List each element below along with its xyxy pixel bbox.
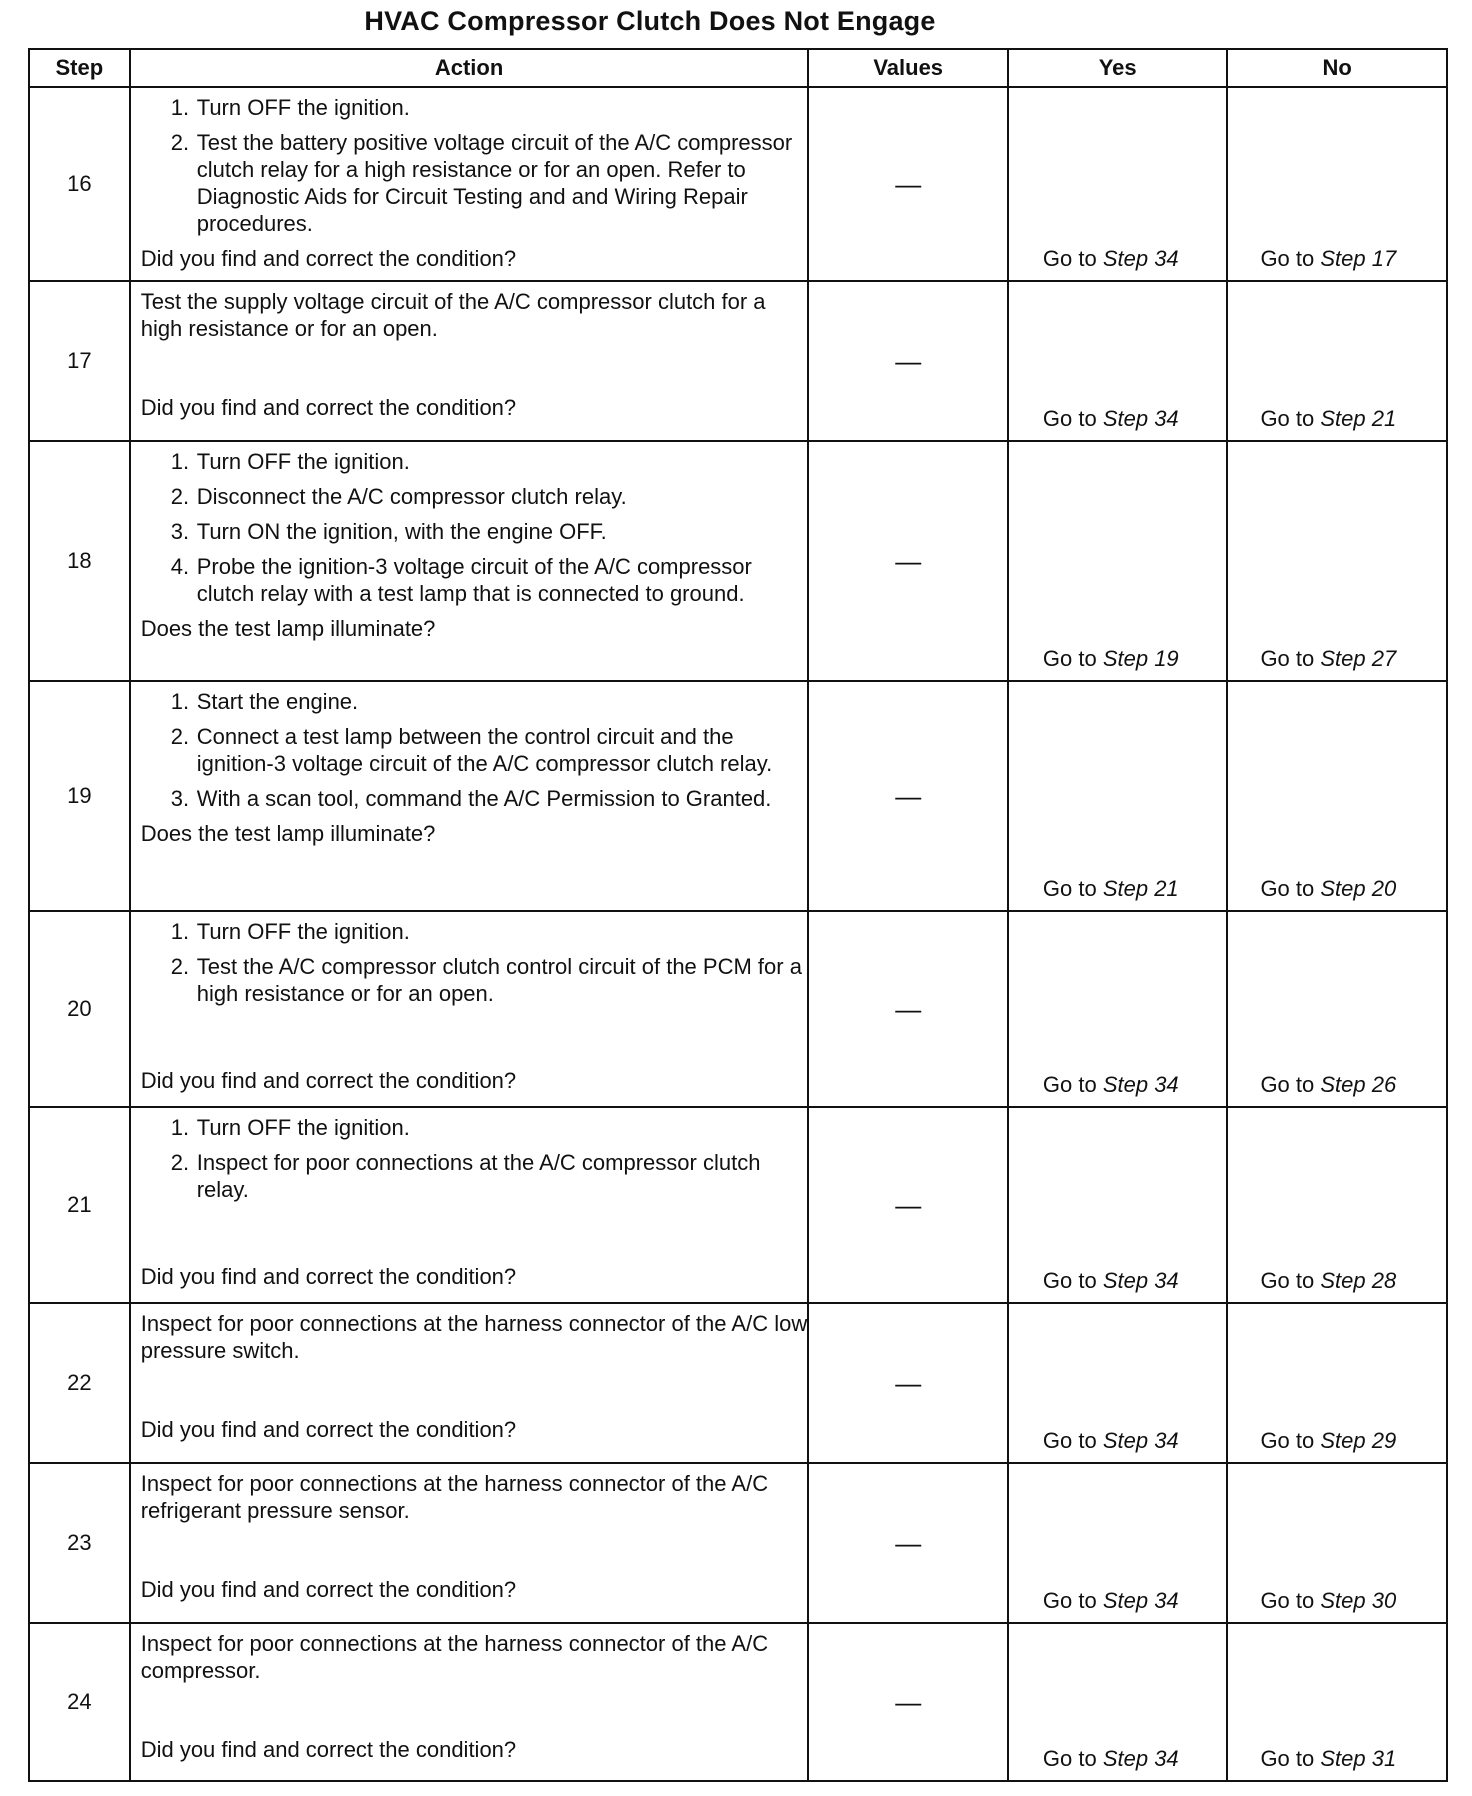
- yes-cell: [1008, 281, 1228, 441]
- spacer: [141, 1211, 808, 1259]
- goto-prefix: Go to: [1042, 1268, 1097, 1293]
- action-list-item: [171, 483, 808, 510]
- no-cell: [1227, 87, 1447, 281]
- action-item-text: Turn ON the ignition, with the engine OFF.: [196, 519, 607, 544]
- values-cell: —: [808, 1107, 1007, 1303]
- yes-cell: [1008, 1107, 1228, 1303]
- action-item-text: With a scan tool, command the A/C Permission to Granted.: [196, 786, 772, 811]
- action-item-number: 1.: [170, 95, 190, 120]
- action-paragraph: Inspect for poor connections at the harness connector of the A/C refrigerant pressure sensor.: [140, 1471, 769, 1523]
- values-cell: —: [808, 1303, 1007, 1463]
- yes-cell: [1008, 441, 1228, 681]
- table-row: [29, 441, 1447, 681]
- action-question: Did you find and correct the condition?: [140, 1577, 517, 1602]
- action-item-text: Turn OFF the ignition.: [196, 1115, 410, 1140]
- action-item-text: Turn OFF the ignition.: [196, 919, 410, 944]
- spacer: [141, 1015, 808, 1063]
- yes-cell: [1008, 1623, 1228, 1781]
- action-item-text: Connect a test lamp between the control circuit and the ignition-3 voltage circuit of the A/C compressor clutch relay.: [196, 724, 773, 776]
- action-item-text: Disconnect the A/C compressor clutch relay.: [196, 484, 627, 509]
- spacer: [141, 1532, 808, 1572]
- action-item-text: Inspect for poor connections at the A/C compressor clutch relay.: [196, 1150, 761, 1202]
- column-header-no: No: [1227, 49, 1447, 87]
- yes-cell: [1008, 681, 1228, 911]
- action-cell: [130, 911, 809, 1107]
- action-question: Did you find and correct the condition?: [140, 1264, 517, 1289]
- action-item-number: 2.: [170, 724, 190, 749]
- yes-cell: [1008, 911, 1228, 1107]
- goto-prefix: Go to: [1260, 246, 1315, 271]
- table-row: [29, 681, 1447, 911]
- action-cell: [130, 281, 809, 441]
- no-cell: [1227, 281, 1447, 441]
- goto-prefix: Go to: [1042, 1072, 1097, 1097]
- no-cell: [1227, 441, 1447, 681]
- action-question: Does the test lamp illuminate?: [140, 821, 436, 846]
- action-list: [141, 918, 808, 1007]
- action-list-item: [171, 953, 808, 1007]
- no-cell: [1227, 1303, 1447, 1463]
- action-paragraph: Test the supply voltage circuit of the A/C compressor clutch for a high resistance or for an open.: [140, 289, 766, 341]
- action-cell: [130, 87, 809, 281]
- action-cell: [130, 681, 809, 911]
- action-item-number: 3.: [170, 519, 190, 544]
- no-goto-step: Step 17: [1320, 246, 1397, 271]
- action-item-text: Turn OFF the ignition.: [196, 95, 410, 120]
- action-list-item: [171, 1114, 808, 1141]
- action-item-text: Turn OFF the ignition.: [196, 449, 410, 474]
- action-list-item: [171, 1149, 808, 1203]
- step-number: 20: [29, 911, 130, 1107]
- column-header-yes: Yes: [1008, 49, 1228, 87]
- step-number: 19: [29, 681, 130, 911]
- yes-goto-step: Step 19: [1102, 646, 1179, 671]
- step-number: 24: [29, 1623, 130, 1781]
- step-number: 16: [29, 87, 130, 281]
- goto-prefix: Go to: [1042, 1588, 1097, 1613]
- yes-cell: [1008, 1303, 1228, 1463]
- table-row: [29, 911, 1447, 1107]
- action-item-text: Test the A/C compressor clutch control circuit of the PCM for a high resistance or for an open.: [196, 954, 802, 1006]
- no-goto-step: Step 28: [1320, 1268, 1397, 1293]
- no-cell: [1227, 681, 1447, 911]
- goto-prefix: Go to: [1260, 876, 1315, 901]
- action-question: Does the test lamp illuminate?: [140, 616, 436, 641]
- action-item-text: Test the battery positive voltage circuit of the A/C compressor clutch relay for a high resistance or for an open. Refer to Diagnostic Aids for Circuit Testing and and Wiring Repair procedures.: [196, 130, 793, 236]
- no-goto-step: Step 29: [1320, 1428, 1397, 1453]
- column-header-step: Step: [29, 49, 130, 87]
- action-item-number: 2.: [170, 1150, 190, 1175]
- values-cell: —: [808, 911, 1007, 1107]
- table-body: [29, 87, 1447, 1781]
- action-item-number: 1.: [170, 919, 190, 944]
- goto-prefix: Go to: [1042, 1428, 1097, 1453]
- goto-prefix: Go to: [1260, 1072, 1315, 1097]
- goto-prefix: Go to: [1260, 1746, 1315, 1771]
- step-number: 21: [29, 1107, 130, 1303]
- action-item-number: 1.: [170, 449, 190, 474]
- column-header-action: Action: [130, 49, 809, 87]
- action-item-text: Start the engine.: [196, 689, 359, 714]
- values-cell: —: [808, 87, 1007, 281]
- goto-prefix: Go to: [1260, 646, 1315, 671]
- action-paragraph: Inspect for poor connections at the harness connector of the A/C low pressure switch.: [140, 1311, 808, 1363]
- action-item-text: Probe the ignition-3 voltage circuit of the A/C compressor clutch relay with a test lamp that is connected to ground.: [196, 554, 752, 606]
- yes-goto-step: Step 21: [1102, 876, 1179, 901]
- step-number: 22: [29, 1303, 130, 1463]
- action-item-number: 3.: [170, 786, 190, 811]
- no-goto-step: Step 26: [1320, 1072, 1397, 1097]
- no-cell: [1227, 1623, 1447, 1781]
- action-cell: [130, 1303, 809, 1463]
- goto-prefix: Go to: [1260, 1588, 1315, 1613]
- action-list-item: [171, 518, 808, 545]
- table-row: [29, 1303, 1447, 1463]
- action-list-item: [171, 94, 808, 121]
- table-row: [29, 1463, 1447, 1623]
- no-goto-step: Step 31: [1320, 1746, 1397, 1771]
- no-cell: [1227, 911, 1447, 1107]
- action-list-item: [171, 723, 808, 777]
- action-item-number: 2.: [170, 484, 190, 509]
- values-cell: —: [808, 681, 1007, 911]
- page-title: HVAC Compressor Clutch Does Not Engage: [364, 6, 936, 36]
- action-list-item: [171, 553, 808, 607]
- table-row: [29, 281, 1447, 441]
- yes-goto-step: Step 34: [1102, 1746, 1179, 1771]
- values-cell: —: [808, 441, 1007, 681]
- spacer: [141, 1372, 808, 1412]
- diagnostic-steps-table: [28, 48, 1448, 1782]
- yes-goto-step: Step 34: [1102, 1588, 1179, 1613]
- table-header-row: [29, 49, 1447, 87]
- no-cell: [1227, 1107, 1447, 1303]
- action-cell: [130, 441, 809, 681]
- action-cell: [130, 1623, 809, 1781]
- spacer: [141, 1692, 808, 1732]
- no-goto-step: Step 21: [1320, 406, 1397, 431]
- action-question: Did you find and correct the condition?: [140, 395, 517, 420]
- values-cell: —: [808, 281, 1007, 441]
- column-header-values: Values: [808, 49, 1007, 87]
- action-question: Did you find and correct the condition?: [140, 1417, 517, 1442]
- action-item-number: 4.: [170, 554, 190, 579]
- action-item-number: 2.: [170, 130, 190, 155]
- step-number: 23: [29, 1463, 130, 1623]
- table-row: [29, 1107, 1447, 1303]
- action-list: [141, 688, 808, 812]
- action-list-item: [171, 918, 808, 945]
- no-cell: [1227, 1463, 1447, 1623]
- table-row: [29, 87, 1447, 281]
- action-list: [141, 1114, 808, 1203]
- action-list: [141, 448, 808, 607]
- no-goto-step: Step 30: [1320, 1588, 1397, 1613]
- yes-goto-step: Step 34: [1102, 1072, 1179, 1097]
- spacer: [141, 350, 808, 390]
- action-item-number: 1.: [170, 1115, 190, 1140]
- goto-prefix: Go to: [1042, 246, 1097, 271]
- goto-prefix: Go to: [1042, 1746, 1097, 1771]
- action-list-item: [171, 448, 808, 475]
- yes-cell: [1008, 87, 1228, 281]
- action-list-item: [171, 785, 808, 812]
- goto-prefix: Go to: [1042, 406, 1097, 431]
- yes-cell: [1008, 1463, 1228, 1623]
- action-list: [141, 94, 808, 237]
- yes-goto-step: Step 34: [1102, 406, 1179, 431]
- no-goto-step: Step 20: [1320, 876, 1397, 901]
- action-cell: [130, 1107, 809, 1303]
- values-cell: —: [808, 1463, 1007, 1623]
- action-question: Did you find and correct the condition?: [140, 246, 517, 271]
- action-question: Did you find and correct the condition?: [140, 1737, 517, 1762]
- action-list-item: [171, 688, 808, 715]
- table-row: [29, 1623, 1447, 1781]
- action-item-number: 2.: [170, 954, 190, 979]
- action-cell: [130, 1463, 809, 1623]
- no-goto-step: Step 27: [1320, 646, 1397, 671]
- action-item-number: 1.: [170, 689, 190, 714]
- goto-prefix: Go to: [1260, 406, 1315, 431]
- goto-prefix: Go to: [1042, 646, 1097, 671]
- action-paragraph: Inspect for poor connections at the harness connector of the A/C compressor.: [140, 1631, 769, 1683]
- action-question: Did you find and correct the condition?: [140, 1068, 517, 1093]
- yes-goto-step: Step 34: [1102, 1428, 1179, 1453]
- goto-prefix: Go to: [1260, 1268, 1315, 1293]
- yes-goto-step: Step 34: [1102, 1268, 1179, 1293]
- step-number: 17: [29, 281, 130, 441]
- values-cell: —: [808, 1623, 1007, 1781]
- yes-goto-step: Step 34: [1102, 246, 1179, 271]
- step-number: 18: [29, 441, 130, 681]
- goto-prefix: Go to: [1260, 1428, 1315, 1453]
- goto-prefix: Go to: [1042, 876, 1097, 901]
- action-list-item: [171, 129, 808, 237]
